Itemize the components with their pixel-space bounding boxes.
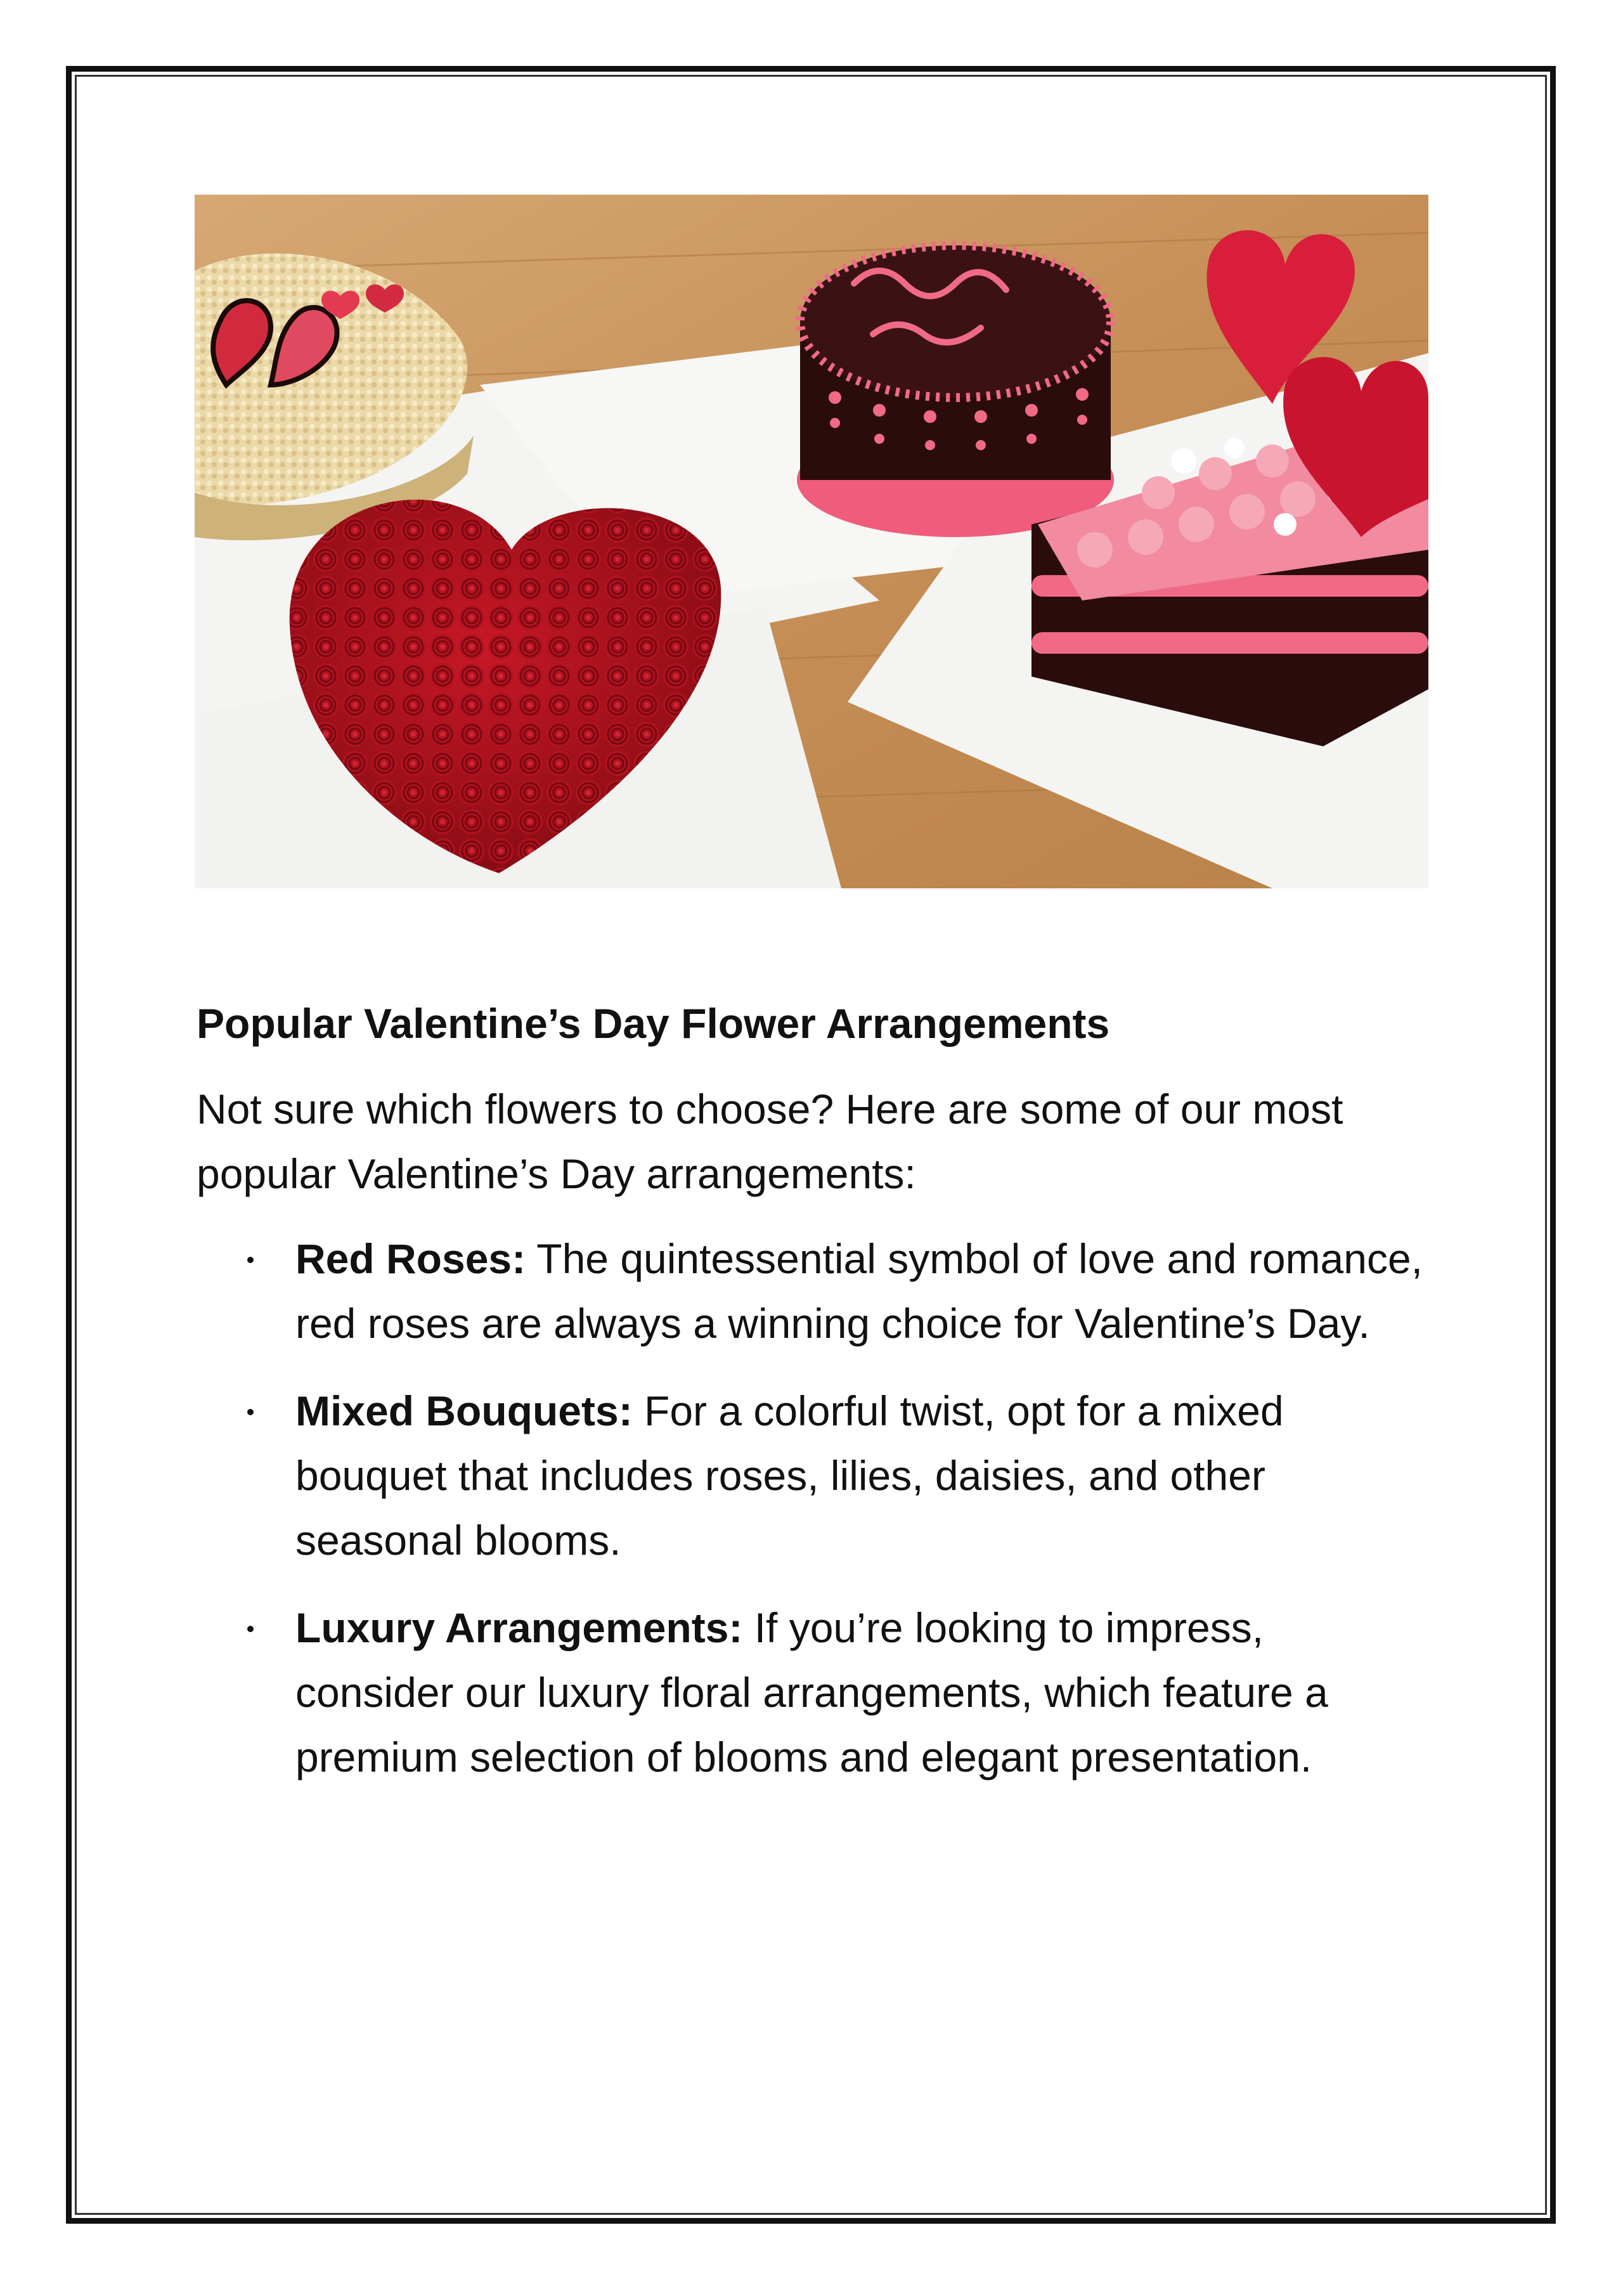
list-item-term: Luxury Arrangements: [295, 1604, 743, 1652]
content-section [197, 999, 1433, 1812]
valentine-cakes-photo [195, 195, 1428, 888]
list-item-red-roses [197, 1226, 1433, 1356]
bullet-icon [247, 1626, 254, 1632]
bullet-icon [247, 1257, 254, 1263]
list-item-description: The quintessential symbol of love and romance, red roses are always a winning choice for Valentine’s Day. [295, 1235, 1423, 1347]
bullet-icon [247, 1409, 254, 1415]
list-item-description: If you’re looking to impress, consider our luxury floral arrangements, which feature a premium selection of blooms and elegant presentation. [295, 1604, 1328, 1781]
arrangement-list [197, 1226, 1433, 1789]
list-item-term: Red Roses: [295, 1235, 526, 1283]
list-item-luxury-arrangements [197, 1595, 1433, 1789]
section-heading: Popular Valentine’s Day Flower Arrangements [197, 1000, 1110, 1047]
section-intro: Not sure which flowers to choose? Here are some of our most popular Valentine’s Day arrangements: [197, 1086, 1343, 1198]
list-item-description: For a colorful twist, opt for a mixed bouquet that includes roses, lilies, daisies, and other seasonal blooms. [295, 1387, 1284, 1564]
list-item-mixed-bouquets [197, 1378, 1433, 1573]
list-item-term: Mixed Bouquets: [295, 1387, 633, 1435]
